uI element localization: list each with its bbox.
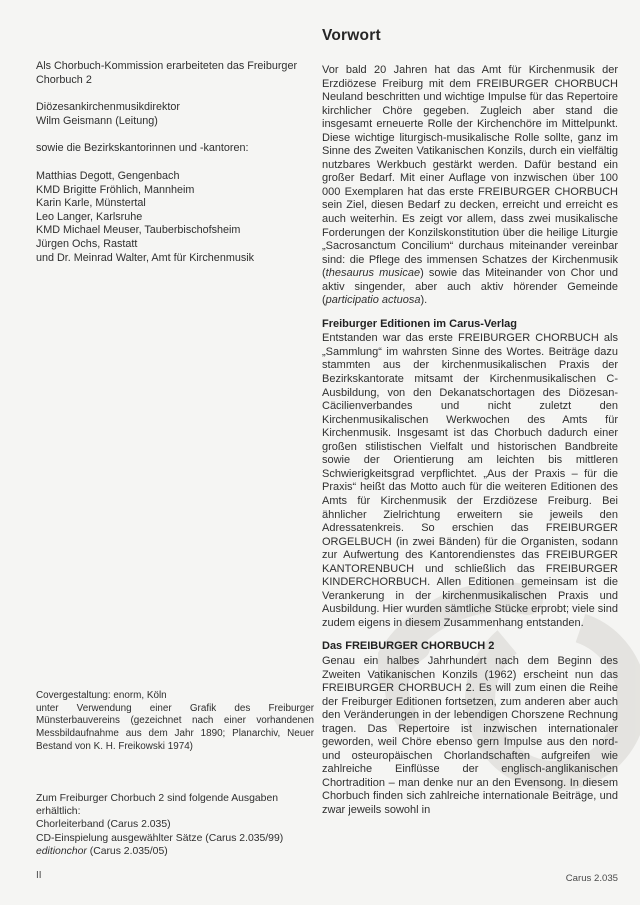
page-number: II — [36, 870, 42, 881]
section-heading-editions: Freiburger Editionen im Carus-Verlag — [322, 317, 517, 330]
director-block — [36, 101, 312, 128]
cover-credit — [36, 690, 314, 754]
editions-intro: Zum Freiburger Chorbuch 2 sind folgende Ausgaben erhältlich: — [36, 793, 279, 818]
paragraph-editions: Entstanden war das erste FREIBURGER CHORBUCH als „Sammlung“ im wahrsten Sinne des Wortes. Beiträge dazu stammten aus der kirchenmusikalischen Praxis der Bezirkskantorate mitsamt der Kirchenmusikalischen C-Ausbildung, von den Dekanatschortagen des Diözesan-Cäcilienverbandes und nicht zuletzt den Kirchenmusikalischen Werkwochen des Amts für Kirchenmusik. Insgesamt ist das Chorbuch dadurch einer großen stilistischen Vielfalt und historischen Bandbreite sowie der Orientierung am leichten bis mittleren Schwierigkeitsgrad verpflichtet. „Aus der Praxis – für die Praxis“ heißt das Motto auch für die weiteren Editionen des Amts für Kirchenmusik der Erzdiözese Freiburg. Bei ähnlicher Zielrichtung erweitern sie jeweils den Adressatenkreis. So erschien das FREIBURGER ORGELBUCH (in zwei Bänden) für die Organisten, sodann zur Aufwertung des Kantorendienstes das FREIBURGER KANTORENBUCH und schließlich das FREIBURGER KINDERCHORBUCH. Allen Editionen gemeinsam ist die Verankerung in der kirchenmusikalischen Praxis und Ausbildung. Hier wurden sämtliche Stücke erprobt; viele sind zudem eigens in diesem Zusammenhang entstanden. — [322, 332, 618, 629]
available-editions — [36, 792, 320, 858]
preface-body — [322, 64, 618, 818]
paragraph-chorbuch2: Genau ein halbes Jahrhundert nach dem Beginn des Zweiten Vatikanischen Konzils (1962) erscheint nun das FREIBURGER CHORBUCH 2. Es will zum einen die Reihe der Freiburger Editionen fortsetzen, zum anderen aber auch den Veränderungen in der lebendigen Chorszene Rechnung tragen. Das Repertoire ist inzwischen internationaler geworden, weil Chöre ebenso gern Impulse aus den nord- und osteuropäischen Chorlandschaften aufgreifen wie zahlreiche Einflüsse der englisch-anglikanischen Chortradition – man denke nur an den Evensong. In diesem Chorbuch finden sich zahlreiche internationale Beiträge, und zwar jeweils sowohl in — [322, 654, 618, 816]
paragraph-intro — [322, 64, 618, 308]
list-item: Matthias Degott, Gengenbach — [36, 169, 180, 182]
text-run: Vor bald 20 Jahren hat das Amt für Kirchenmusik der Erzdiözese Freiburg mit dem FREIBURGER CHORBUCH Neuland beschritten und wichtige Impulse für das Repertoire kirchlicher Chöre gegeben. Zugleich aber stand die insgesamt erneuerte Rolle der Kirchenchöre im Mittelpunkt. Diese wichtige liturgisch-musikalische Rolle sollte, ganz im Sinne des Zweiten Vatikanischen Konzils, durch ein vielfältig nutzbares Werkbuch gestärkt werden. Dafür bestand ein großer Bedarf. Mit einer Auflage von inzwischen über 100 000 Exemplaren hat das erste FREIBURGER CHORBUCH sein Ziel, diesen Bedarf zu decken, erreicht und erreicht es auch weiterhin. Es zeigt vor allem, dass zwei musikalische Forderungen der Konzilskonstitution über die heilige Liturgie „Sacrosanctum Concilium“ durchaus miteinander vereinbar sind: die Pflege des immensen Schatzes der Kirchenmusik ( — [322, 64, 618, 280]
text-run: ) sowie das Miteinander von Chor und aktiv singender, aber auch aktiv hörender Gemeinde ( — [322, 267, 619, 307]
credits-column — [36, 60, 312, 265]
list-item: und Dr. Meinrad Walter, Amt für Kirchenmusik — [36, 251, 255, 264]
list-item: Chorleiterband (Carus 2.035) — [36, 819, 171, 831]
edition-name-italic: editionchor — [36, 845, 87, 857]
cantors-intro: sowie die Bezirkskantorinnen und -kantoren: — [36, 142, 249, 155]
list-item — [36, 845, 320, 858]
director-name: Wilm Geismann (Leitung) — [36, 114, 158, 127]
commission-note: Als Chorbuch-Kommission erarbeiteten das Freiburger Chorbuch 2 — [36, 60, 298, 86]
list-item: CD-Einspielung ausgewählter Sätze (Carus 2.035/99) — [36, 832, 284, 844]
list-item: KMD Brigitte Fröhlich, Mannheim — [36, 183, 195, 196]
latin-term-italic: participatio actuosa — [325, 294, 421, 307]
section-heading-chorbuch2: Das FREIBURGER CHORBUCH 2 — [322, 640, 495, 653]
cantors-list — [36, 170, 312, 265]
catalog-number: Carus 2.035 — [565, 873, 618, 884]
list-item: Leo Langer, Karlsruhe — [36, 210, 143, 223]
director-title: Diözesankirchenmusikdirektor — [36, 101, 181, 114]
list-item: Jürgen Ochs, Rastatt — [36, 237, 138, 250]
cover-credit-designer: Covergestaltung: enorm, Köln — [36, 690, 167, 701]
list-item: KMD Michael Meuser, Tauberbischofsheim — [36, 224, 241, 237]
edition-catalog: (Carus 2.035/05) — [86, 845, 168, 857]
list-item: Karin Karle, Münstertal — [36, 197, 146, 210]
preface-column — [322, 27, 618, 827]
text-run: ). — [420, 294, 428, 307]
cover-credit-source: unter Verwendung einer Grafik des Freiburger Münsterbauvereins (gezeichnet nach einer vorhandenen Messbildaufnahme aus dem Jahr 1890; Planarchiv, Neuer Bestand von K. H. Freikowski 1974) — [36, 702, 314, 752]
latin-term-italic: thesaurus musicae — [325, 267, 421, 280]
page-title: Vorwort — [322, 27, 381, 44]
